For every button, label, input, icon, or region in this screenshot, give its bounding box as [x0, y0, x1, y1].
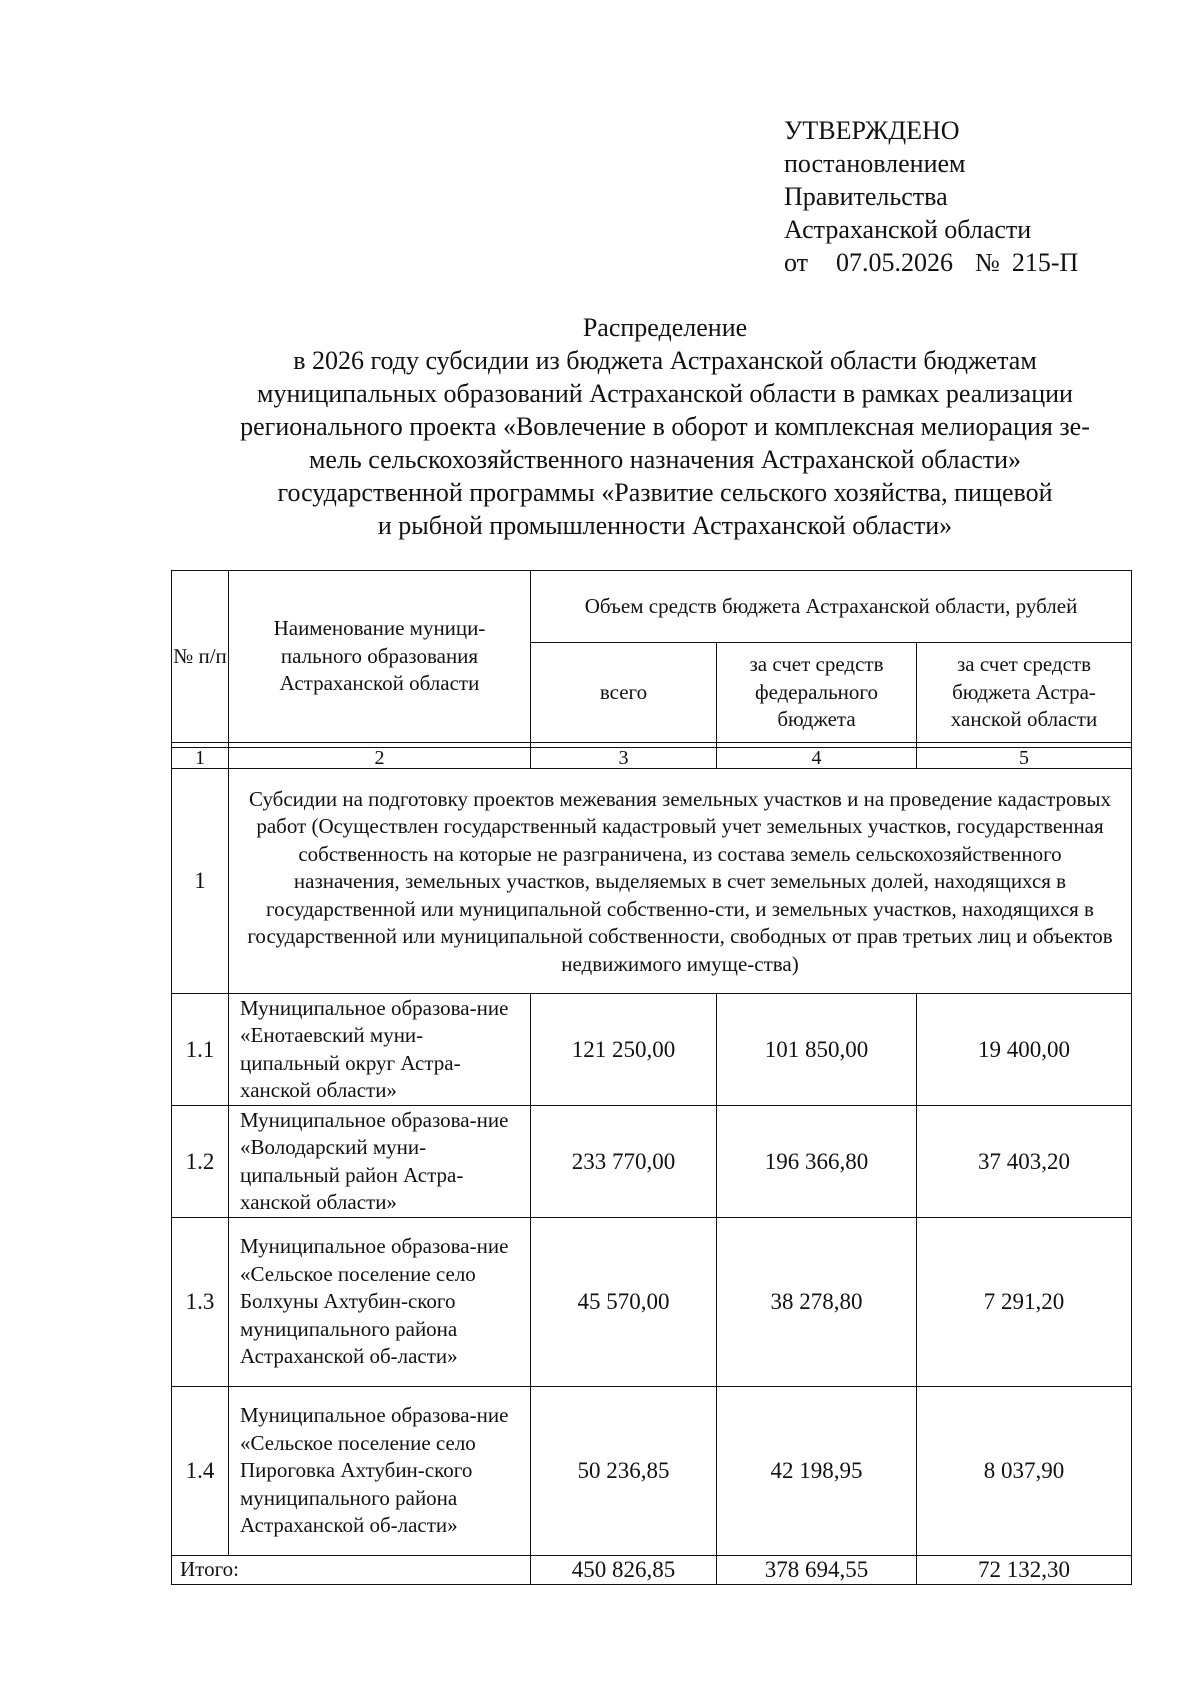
row-num: 1.3 [172, 1218, 229, 1387]
row-name: Муниципальное образова-ние «Енотаевский муни-ципальный округ Астра-ханской области» [229, 994, 531, 1106]
totals-federal: 378 694,55 [717, 1556, 917, 1585]
table-row [172, 1218, 1132, 1387]
approval-number: 215-П [1011, 248, 1079, 277]
totals-label: Итого: [172, 1556, 531, 1585]
title-line-5: мель сельскохозяйственного назначения Астраханской области» [308, 445, 1022, 474]
approval-from-label: от [784, 248, 809, 277]
header-regional: за счет средств бюджета Астра-ханской области [917, 643, 1132, 743]
row-num: 1.2 [172, 1106, 229, 1218]
row-total: 233 770,00 [531, 1106, 717, 1218]
header-federal: за счет средств федерального бюджета [717, 643, 917, 743]
col-number: 2 [229, 748, 531, 769]
row-federal: 42 198,95 [717, 1387, 917, 1556]
document-title [176, 311, 1154, 542]
section-num: 1 [172, 769, 229, 994]
row-num: 1.1 [172, 994, 229, 1106]
totals-regional: 72 132,30 [917, 1556, 1132, 1585]
distribution-table [171, 570, 1132, 1585]
header-name: Наименование муници-пального образования Астраханской области [229, 571, 531, 743]
section-row [172, 769, 1132, 994]
row-regional: 8 037,90 [917, 1387, 1132, 1556]
header-total: всего [531, 643, 717, 743]
table-row [172, 1106, 1132, 1218]
table-row [172, 1387, 1132, 1556]
row-total: 50 236,85 [531, 1387, 717, 1556]
row-name: Муниципальное образова-ние «Сельское поселение село Болхуны Ахтубин-ского муниципального района Астраханской об-ласти» [229, 1218, 531, 1387]
approval-line-government: Правительства [784, 182, 948, 211]
col-number: 1 [172, 748, 229, 769]
row-num: 1.4 [172, 1387, 229, 1556]
title-line-7: и рыбной промышленности Астраханской области» [377, 511, 953, 540]
col-number: 4 [717, 748, 917, 769]
totals-row [172, 1556, 1132, 1585]
approval-line-decree: постановлением [784, 149, 966, 178]
title-line-6: государственной программы «Развитие сельского хозяйства, пищевой [277, 478, 1053, 507]
table-row [172, 994, 1132, 1106]
row-total: 45 570,00 [531, 1218, 717, 1387]
col-number: 3 [531, 748, 717, 769]
title-line-4: регионального проекта «Вовлечение в оборот и комплексная мелиорация зе- [240, 412, 1090, 441]
totals-total: 450 826,85 [531, 1556, 717, 1585]
column-number-row [172, 748, 1132, 769]
approval-number-sign: № [975, 248, 1000, 277]
approval-date: 07.05.2026 [836, 248, 954, 277]
approval-date-line [784, 246, 1078, 279]
approval-line-region: Астраханской области [784, 215, 1032, 244]
row-name: Муниципальное образова-ние «Сельское поселение село Пироговка Ахтубин-ского муниципального района Астраханской об-ласти» [229, 1387, 531, 1556]
row-federal: 38 278,80 [717, 1218, 917, 1387]
row-federal: 101 850,00 [717, 994, 917, 1106]
title-line-3: муниципальных образований Астраханской области в рамках реализации [257, 379, 1073, 408]
approval-title: УТВЕРЖДЕНО [784, 116, 960, 145]
header-row-top [172, 571, 1132, 643]
col-number: 5 [917, 748, 1132, 769]
title-line-1: Распределение [582, 313, 748, 342]
title-line-2: в 2026 году субсидии из бюджета Астраханской области бюджетам [293, 346, 1037, 375]
header-num: № п/п [172, 571, 229, 743]
row-name: Муниципальное образова-ние «Володарский муни-ципальный район Астра-ханской области» [229, 1106, 531, 1218]
row-federal: 196 366,80 [717, 1106, 917, 1218]
approval-stamp [784, 114, 1078, 279]
row-regional: 19 400,00 [917, 994, 1132, 1106]
row-total: 121 250,00 [531, 994, 717, 1106]
row-regional: 37 403,20 [917, 1106, 1132, 1218]
header-budget-group: Объем средств бюджета Астраханской области, рублей [531, 571, 1132, 643]
section-text: Субсидии на подготовку проектов межевания земельных участков и на проведение кадастровых работ (Осуществлен государственный кадастровый учет земельных участков, государственная собственность на которые не разграничена, из состава земель сельскохозяйственного назначения, земельных участков, выделяемых в счет земельных долей, находящихся в государственной или муниципальной собственно-сти, и земельных участков, находящихся в государственной или муниципальной собственности, свободных от прав третьих лиц и объектов недвижимого имуще-ства) [229, 769, 1132, 994]
row-regional: 7 291,20 [917, 1218, 1132, 1387]
